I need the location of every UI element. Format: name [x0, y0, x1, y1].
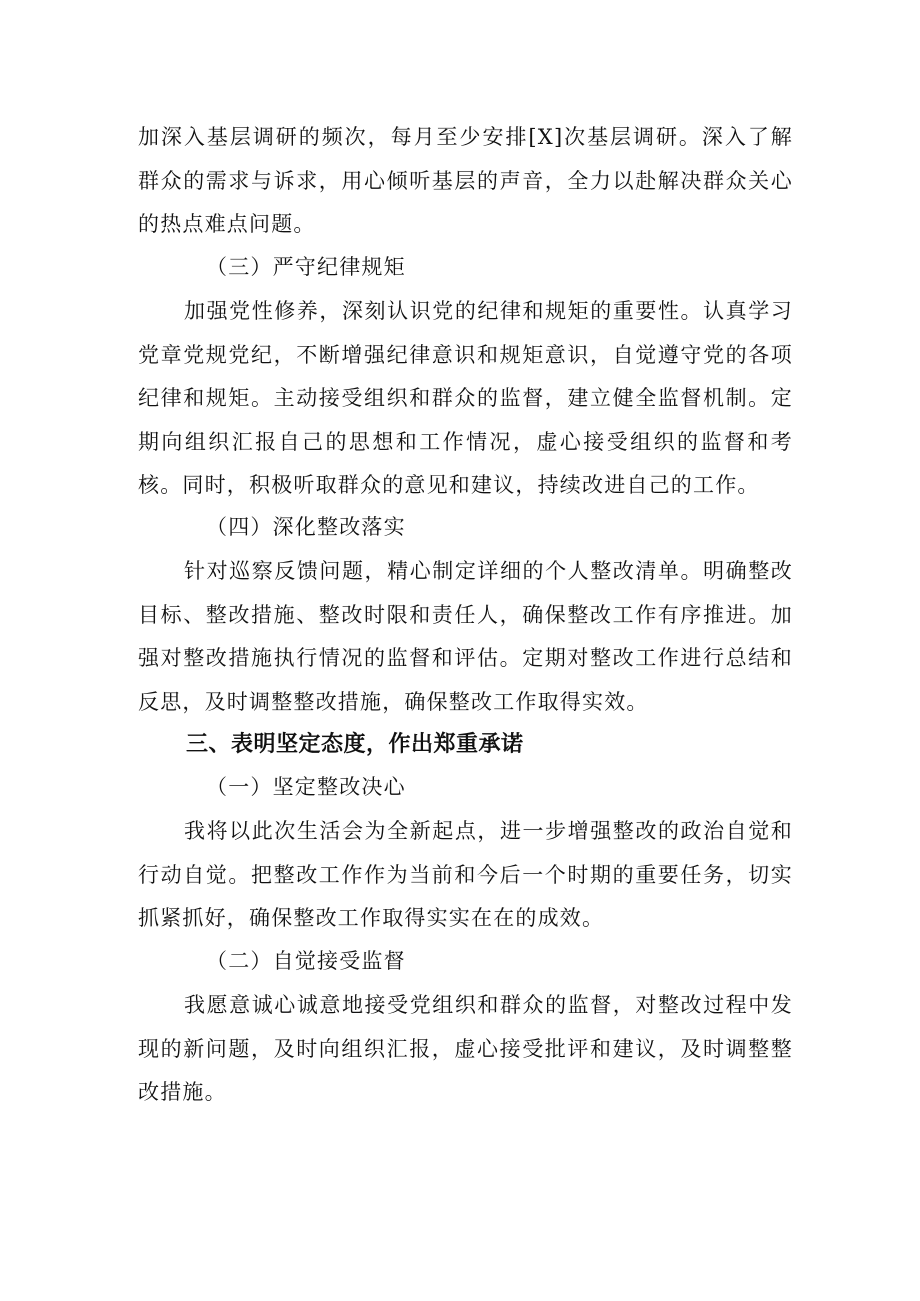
paragraph-discipline: 加强党性修养，深刻认识党的纪律和规矩的重要性。认真学习党章党规党纪，不断增强纪律意识和规矩意识，自觉遵守党的各项纪律和规矩。主动接受组织和群众的监督，建立健全监督机制。定期向组织汇报自己的思想和工作情况，虚心接受组织的监督和考核。同时，积极听取群众的意见和建议，持续改进自己的工作。 [138, 299, 793, 497]
paragraph-continued: 加深入基层调研的频次，每月至少安排[X]次基层调研。深入了解群众的需求与诉求，用心倾听基层的声音，全力以赴解决群众关心的热点难点问题。 [138, 125, 793, 236]
subheading-3-2: （二）自觉接受监督 [206, 949, 406, 973]
subheading-3-1: （一）坚定整改决心 [206, 775, 406, 799]
subheading-4: （四）深化整改落实 [206, 515, 406, 539]
paragraph-rectification: 针对巡察反馈问题，精心制定详细的个人整改清单。明确整改目标、整改措施、整改时限和责任人，确保整改工作有序推进。加强对整改措施执行情况的监督和评估。定期对整改工作进行总结和反思，及时调整整改措施，确保整改工作取得实效。 [138, 559, 793, 714]
paragraph-determination: 我将以此次生活会为全新起点，进一步增强整改的政治自觉和行动自觉。把整改工作作为当前和今后一个时期的重要任务，切实抓紧抓好，确保整改工作取得实实在在的成效。 [138, 819, 793, 930]
subheading-3: （三）严守纪律规矩 [206, 255, 406, 279]
section-heading-3: 三、表明坚定态度，作出郑重承诺 [186, 732, 524, 757]
paragraph-supervision: 我愿意诚心诚意地接受党组织和群众的监督，对整改过程中发现的新问题，及时向组织汇报，虚心接受批评和建议，及时调整整改措施。 [138, 993, 793, 1104]
